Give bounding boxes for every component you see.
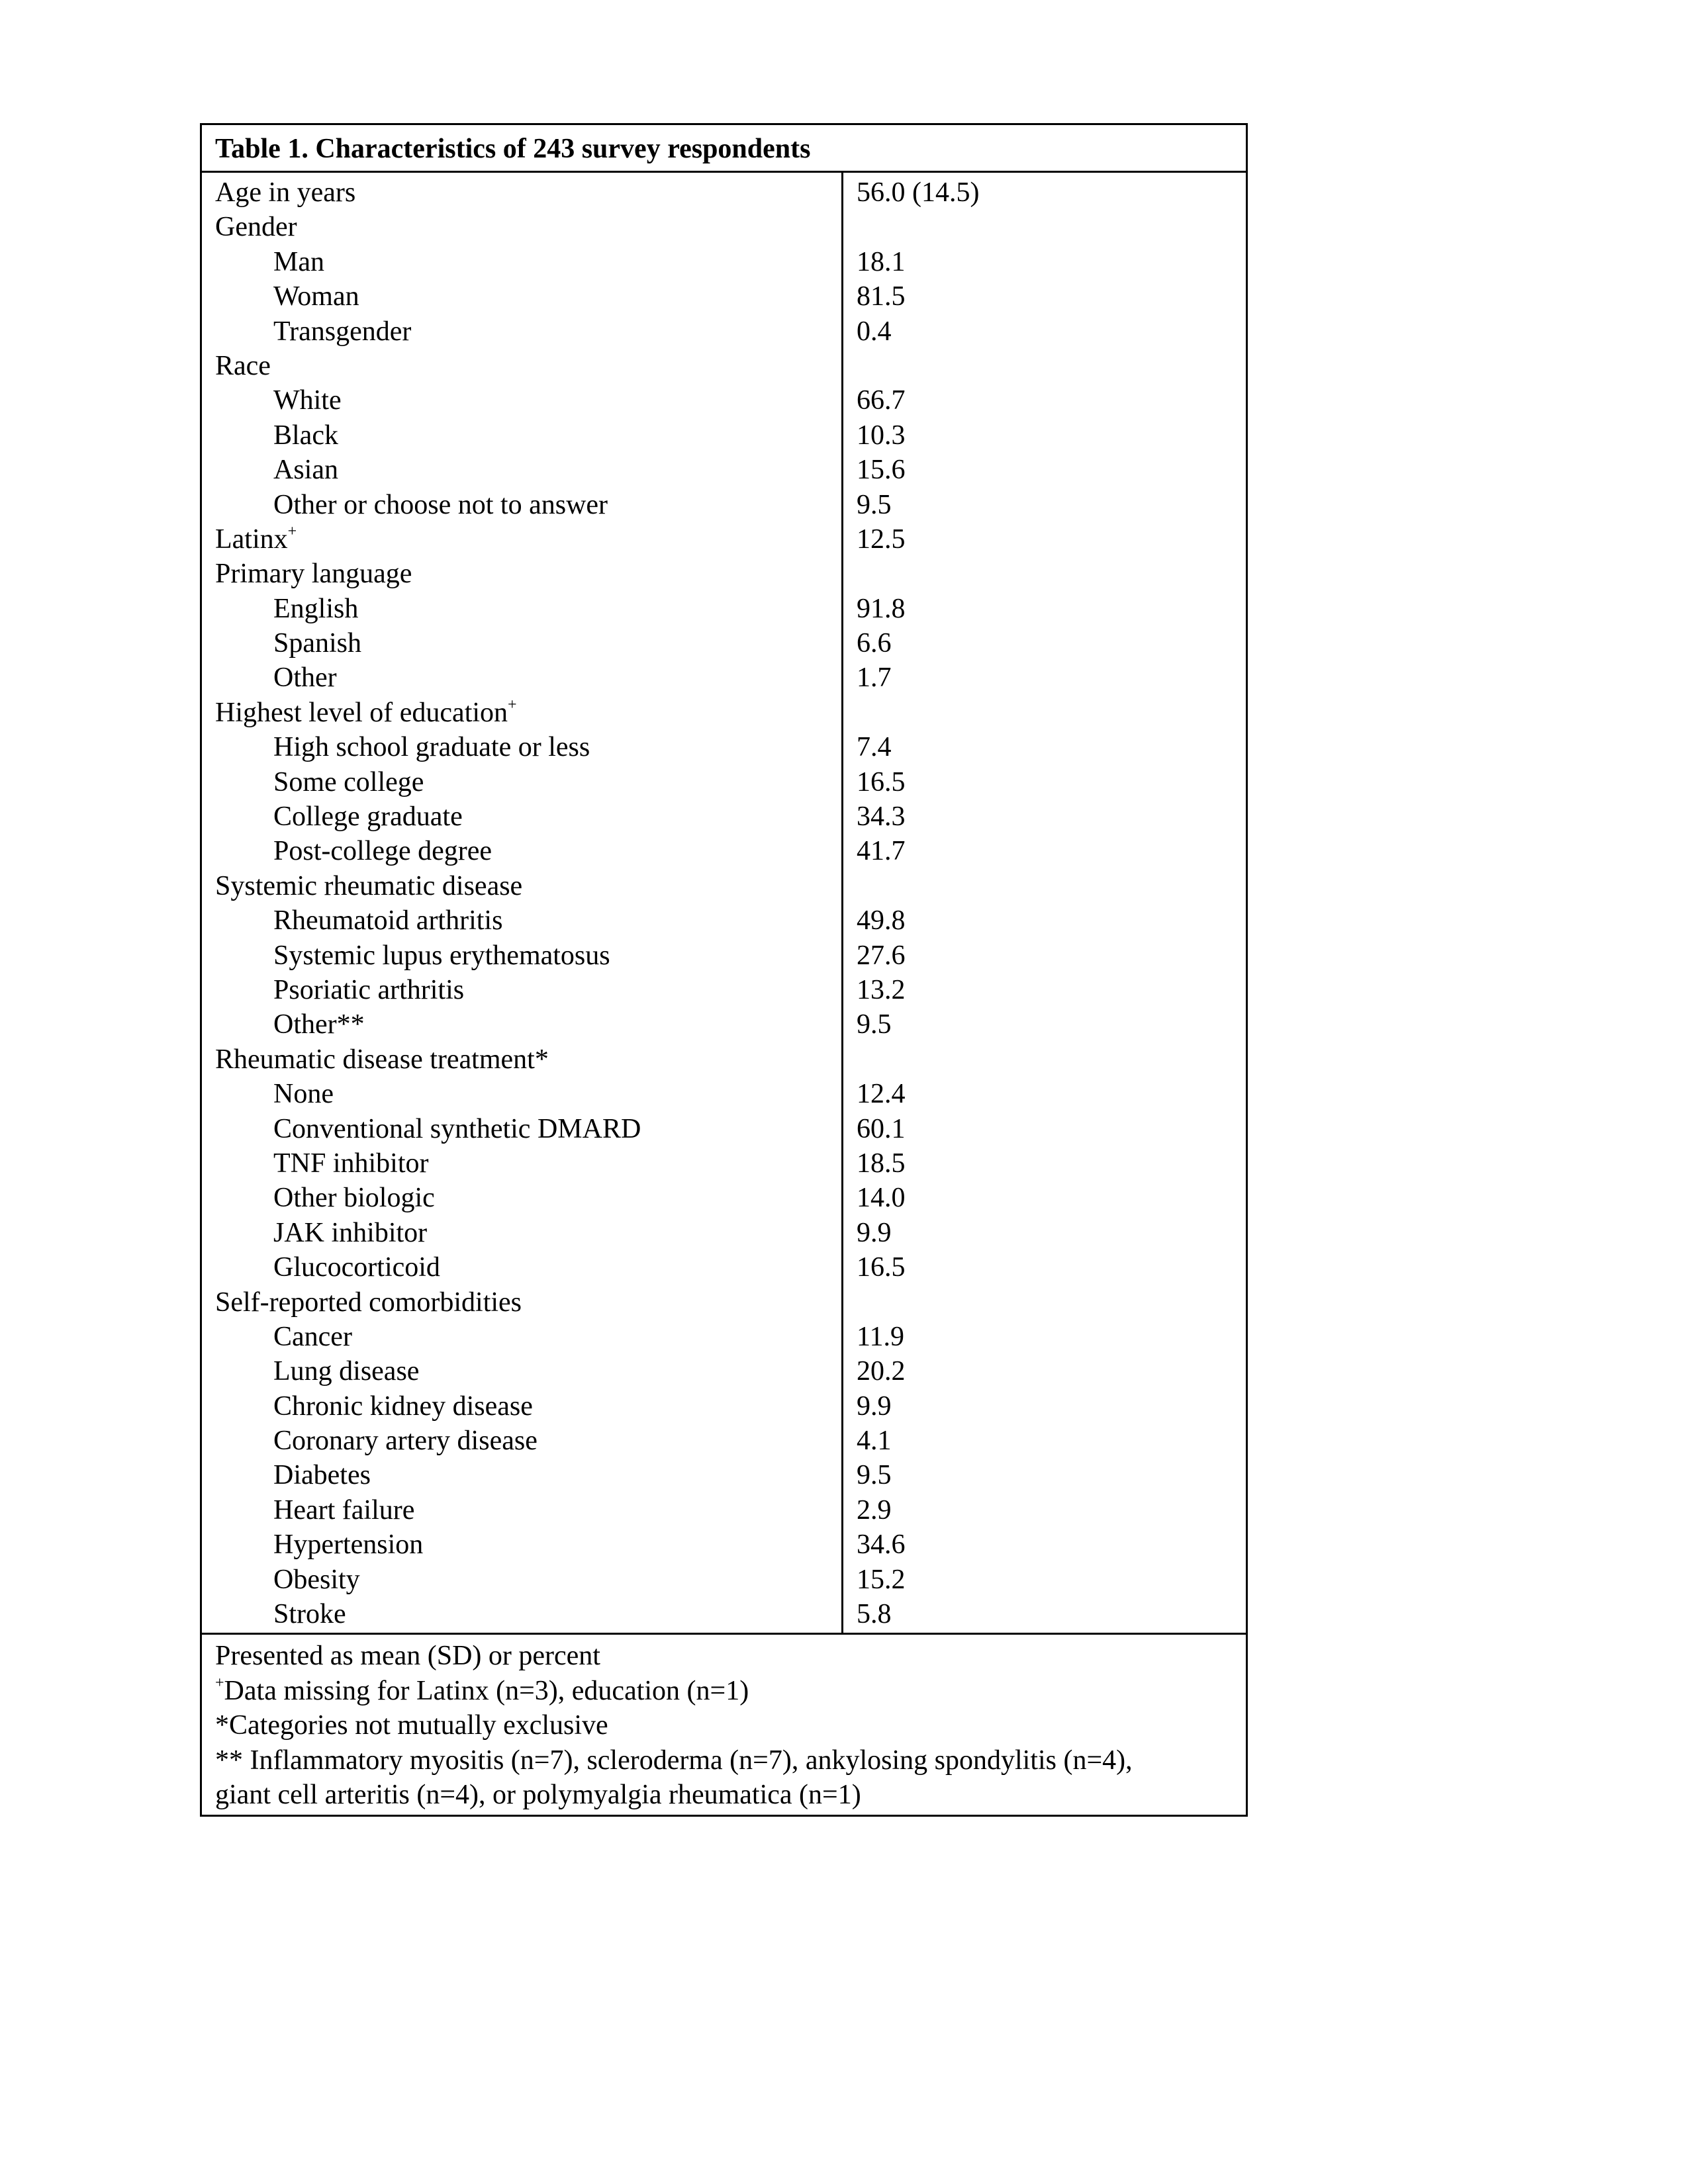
row-value: 4.1	[857, 1426, 892, 1457]
row-label	[202, 1181, 843, 1215]
row-label-text: Systemic lupus erythematosus	[273, 940, 610, 971]
row-label-text: Asian	[273, 455, 338, 486]
row-value: 2.9	[857, 1494, 892, 1525]
row-label	[202, 314, 843, 349]
footnote-text: Presented as mean (SD) or percent	[215, 1641, 600, 1672]
row-label	[202, 973, 843, 1007]
row-label-text: Cancer	[273, 1321, 352, 1352]
row-label-text: Diabetes	[273, 1460, 371, 1491]
row-label	[202, 418, 843, 453]
row-label-text: Other or choose not to answer	[273, 489, 608, 520]
row-label	[202, 1493, 843, 1527]
table-row	[202, 383, 1246, 418]
table-title: Table 1. Characteristics of 243 survey respondents	[202, 125, 1246, 173]
table-row	[202, 1320, 1246, 1354]
row-label	[202, 383, 843, 418]
table-row	[202, 1527, 1246, 1562]
row-label-text: Post-college degree	[273, 836, 492, 867]
row-label	[202, 1527, 843, 1562]
row-value: 15.6	[857, 455, 906, 486]
row-value: 9.5	[857, 1460, 892, 1491]
table-row	[202, 1181, 1246, 1215]
row-label	[202, 453, 843, 487]
row-label	[202, 175, 843, 210]
row-label-text: Chronic kidney disease	[273, 1390, 533, 1422]
table-row	[202, 279, 1246, 314]
table-row-category	[202, 557, 1246, 591]
row-value: 34.6	[857, 1529, 906, 1561]
row-label	[202, 1458, 843, 1492]
row-label-text: Other biologic	[273, 1183, 435, 1214]
row-label-text: Latinx	[215, 523, 288, 555]
row-label-text: College graduate	[273, 801, 463, 833]
table-row	[202, 1250, 1246, 1285]
row-value: 56.0 (14.5)	[857, 177, 980, 208]
table-row	[202, 453, 1246, 487]
row-label-text: Spanish	[273, 628, 362, 659]
table-row	[202, 938, 1246, 973]
row-label	[202, 903, 843, 938]
footnote-line	[215, 1674, 1233, 1708]
row-value: 49.8	[857, 905, 906, 936]
row-value: 18.5	[857, 1148, 906, 1179]
row-value: 12.5	[857, 523, 906, 555]
row-label	[202, 1563, 843, 1597]
table-row	[202, 799, 1246, 834]
table-row	[202, 314, 1246, 349]
row-value: 10.3	[857, 420, 906, 451]
row-label-text: Rheumatoid arthritis	[273, 905, 503, 936]
row-label	[202, 349, 843, 383]
row-label	[202, 1007, 843, 1042]
table-row	[202, 1563, 1246, 1597]
row-label	[202, 1424, 843, 1458]
table-row	[202, 765, 1246, 799]
table-row	[202, 1146, 1246, 1181]
row-label	[202, 626, 843, 660]
row-value: 6.6	[857, 628, 892, 659]
row-value: 5.8	[857, 1599, 892, 1630]
row-label	[202, 834, 843, 868]
table-row	[202, 1597, 1246, 1631]
row-value	[843, 1285, 857, 1320]
row-value	[843, 349, 857, 383]
table-row	[202, 1424, 1246, 1458]
row-value: 41.7	[857, 836, 906, 867]
row-value: 1.7	[857, 662, 892, 694]
table-row	[202, 730, 1246, 764]
table-row	[202, 1112, 1246, 1146]
table-row-category	[202, 522, 1246, 557]
row-label	[202, 1042, 843, 1077]
row-label-text: Other**	[273, 1009, 365, 1040]
row-label-text: Obesity	[273, 1564, 360, 1595]
row-label	[202, 1077, 843, 1111]
row-label-text: Hypertension	[273, 1529, 424, 1561]
table-row	[202, 1354, 1246, 1388]
row-value: 13.2	[857, 974, 906, 1005]
table-row-category	[202, 1285, 1246, 1320]
table-row	[202, 488, 1246, 522]
footnote-text: ** Inflammatory myositis (n=7), scleroderma (n=7), ankylosing spondylitis (n=4),	[215, 1745, 1133, 1776]
row-label	[202, 522, 843, 557]
row-value: 27.6	[857, 940, 906, 971]
row-value: 9.5	[857, 489, 892, 520]
row-value	[843, 210, 857, 244]
row-value: 12.4	[857, 1079, 906, 1110]
row-value: 9.5	[857, 1009, 892, 1040]
row-value: 34.3	[857, 801, 906, 833]
row-label	[202, 1112, 843, 1146]
row-label-text: Black	[273, 420, 338, 451]
footnote-marker: +	[508, 696, 517, 713]
table-row	[202, 1216, 1246, 1250]
row-label	[202, 869, 843, 903]
row-label	[202, 1250, 843, 1285]
row-label-text: Self-reported comorbidities	[215, 1287, 522, 1318]
table-row	[202, 903, 1246, 938]
row-label-text: TNF inhibitor	[273, 1148, 429, 1179]
row-label-text: Coronary artery disease	[273, 1426, 538, 1457]
row-value: 18.1	[857, 246, 906, 277]
row-label-text: English	[273, 593, 359, 624]
table-row	[202, 418, 1246, 453]
row-value: 20.2	[857, 1356, 906, 1387]
row-label-text: Glucocorticoid	[273, 1252, 440, 1283]
column-divider	[841, 173, 843, 1633]
row-label-text: Conventional synthetic DMARD	[273, 1113, 641, 1144]
footnote-marker: +	[287, 522, 297, 540]
row-label-text: High school graduate or less	[273, 732, 590, 763]
footnote-line	[215, 1778, 1233, 1812]
row-label-text: Primary language	[215, 559, 412, 590]
table-footnotes	[202, 1635, 1246, 1815]
row-label	[202, 488, 843, 522]
row-value: 15.2	[857, 1564, 906, 1595]
row-label-text: Age in years	[215, 177, 356, 208]
table-row	[202, 1077, 1246, 1111]
row-value	[843, 1042, 857, 1077]
table-row	[202, 1389, 1246, 1424]
row-value: 16.5	[857, 1252, 906, 1283]
footnote-line	[215, 1708, 1233, 1743]
row-label-text: Some college	[273, 766, 424, 797]
table-row-category	[202, 349, 1246, 383]
table-row-category	[202, 1042, 1246, 1077]
row-label	[202, 1216, 843, 1250]
table-row-category	[202, 869, 1246, 903]
table-row	[202, 1458, 1246, 1492]
row-label	[202, 660, 843, 695]
row-value: 7.4	[857, 732, 892, 763]
row-label-text: None	[273, 1079, 334, 1110]
footnote-marker: +	[215, 1674, 224, 1692]
table-row	[202, 592, 1246, 626]
row-value	[843, 557, 857, 591]
row-label	[202, 557, 843, 591]
footnote-text: Data missing for Latinx (n=3), education (n=1)	[224, 1675, 749, 1706]
row-label-text: Highest level of education	[215, 697, 508, 728]
row-value: 60.1	[857, 1113, 906, 1144]
row-label	[202, 1354, 843, 1388]
row-label-text: Heart failure	[273, 1494, 415, 1525]
row-label	[202, 245, 843, 279]
row-label	[202, 765, 843, 799]
row-value: 16.5	[857, 766, 906, 797]
table-row	[202, 973, 1246, 1007]
table-row	[202, 1007, 1246, 1042]
row-label-text: Lung disease	[273, 1356, 420, 1387]
row-value	[843, 696, 857, 730]
row-label	[202, 279, 843, 314]
row-label-text: Gender	[215, 212, 297, 243]
row-label-text: Woman	[273, 281, 359, 312]
row-label-text: Transgender	[273, 316, 412, 347]
table-row-category	[202, 696, 1246, 730]
row-label	[202, 592, 843, 626]
row-label-text: Psoriatic arthritis	[273, 974, 465, 1005]
row-label-text: Other	[273, 662, 337, 694]
row-label	[202, 1389, 843, 1424]
row-value: 91.8	[857, 593, 906, 624]
row-value: 9.9	[857, 1390, 892, 1422]
row-label	[202, 696, 843, 730]
row-value	[843, 869, 857, 903]
row-label	[202, 1320, 843, 1354]
row-label	[202, 799, 843, 834]
row-label	[202, 1146, 843, 1181]
row-value: 66.7	[857, 385, 906, 416]
row-label	[202, 730, 843, 764]
row-label-text: Rheumatic disease treatment*	[215, 1044, 549, 1075]
row-label	[202, 1597, 843, 1631]
table-row	[202, 660, 1246, 695]
row-value: 14.0	[857, 1183, 906, 1214]
table-row-category	[202, 175, 1246, 210]
row-value: 9.9	[857, 1217, 892, 1248]
row-label-text: Systemic rheumatic disease	[215, 870, 523, 901]
footnote-text: *Categories not mutually exclusive	[215, 1710, 608, 1741]
footnote-line	[215, 1639, 1233, 1673]
row-label-text: Stroke	[273, 1599, 346, 1630]
row-value: 0.4	[857, 316, 892, 347]
row-label	[202, 210, 843, 244]
table-row-category	[202, 210, 1246, 244]
row-label-text: Man	[273, 246, 324, 277]
table-body	[202, 173, 1246, 1635]
row-label	[202, 1285, 843, 1320]
table-row	[202, 1493, 1246, 1527]
table-row	[202, 245, 1246, 279]
row-label	[202, 938, 843, 973]
footnote-text: giant cell arteritis (n=4), or polymyalgia rheumatica (n=1)	[215, 1780, 861, 1811]
row-value: 81.5	[857, 281, 906, 312]
table-row	[202, 626, 1246, 660]
row-label-text: JAK inhibitor	[273, 1217, 428, 1248]
row-label-text: Race	[215, 350, 271, 381]
characteristics-table	[200, 123, 1248, 1817]
table-row	[202, 834, 1246, 868]
footnote-line	[215, 1743, 1233, 1778]
row-value: 11.9	[857, 1321, 904, 1352]
row-label-text: White	[273, 385, 342, 416]
